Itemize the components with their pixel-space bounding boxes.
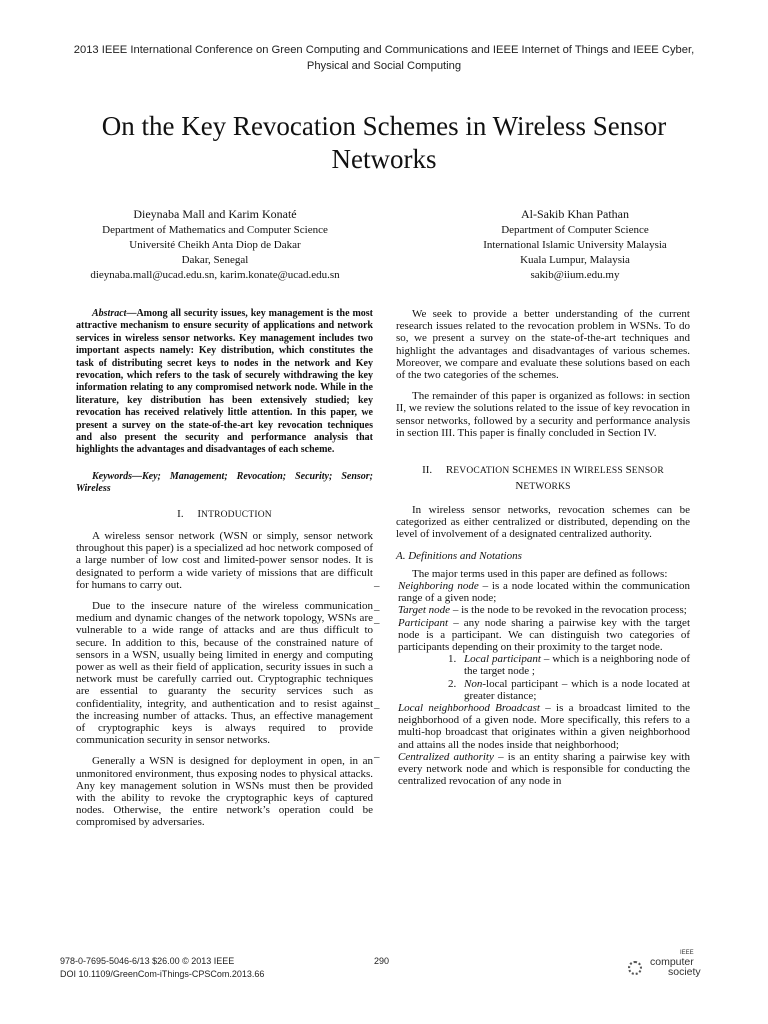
definitions-list [374, 580, 690, 653]
author-city-right: Kuala Lumpur, Malaysia [520, 254, 630, 266]
sublist-item [396, 678, 690, 702]
definition-item [374, 580, 690, 604]
author-block-right [440, 206, 710, 283]
sublist-text: – which is a neighboring node of the target node ; [464, 653, 690, 678]
intro-paragraph-1: A wireless sensor network (WSN or simply, sensor network throughout this paper) is a specialized ad hoc network composed of a large number of low cost and limited-power sensor nodes. It is designated to perform a wide variety of missions that are difficult for humans to carry out. [76, 529, 373, 591]
participant-sublist [396, 653, 690, 702]
definition-term: Participant [398, 616, 449, 629]
author-names-left: Dieynaba Mall and Karim Konaté [133, 207, 297, 221]
author-univ-right: International Islamic University Malaysia [483, 239, 667, 251]
author-dept-left: Department of Mathematics and Computer Science [102, 224, 328, 236]
sublist-number: 1. [448, 653, 457, 666]
definition-term: Centralized authority [398, 750, 494, 763]
section-1-rest: NTRODUCTION [201, 509, 272, 520]
conference-header [40, 42, 728, 74]
intro-paragraph-2: Due to the insecure nature of the wireless communication medium and dynamic changes of the network topology, WSNs are vulnerable to a wide range of attacks and are thus difficult to secure. In addition to this, because of the constrained nature of sensors in a WSN, usually being limited in energy and computing power as well as their field of application, security issues in such a network must be carefully carried out. Cryptographic techniques are essential to guaranty the security services such as confidentiality, integrity, and authentication and to resist against the increasing number of attacks. Thus, an effective management of cryptographic keys is always required to provide communication security in sensor networks. [76, 599, 373, 747]
footer-doi: DOI 10.1109/GreenCom-iThings-CPSCom.2013.66 [60, 969, 265, 979]
logo-text [650, 950, 701, 977]
computer-society-logo [628, 950, 708, 982]
ieee-gear-icon [628, 961, 642, 975]
definition-item [374, 751, 690, 788]
author-names-right: Al-Sakib Khan Pathan [521, 207, 629, 221]
definition-text: – any node sharing a pairwise key with the target node is a participant. We can distinguish two categories of participants depending on their proximity to the target node. [398, 616, 690, 654]
dash-bullet: – [374, 702, 380, 715]
definition-text: – is the node to be revoked in the revocation process; [450, 604, 687, 617]
section-2-rest-3: IRELESS [583, 466, 623, 477]
section-2-rest-1: EVOCATION [453, 466, 510, 477]
definitions-list-continued [374, 702, 690, 787]
right-intro-paragraph-2: The remainder of this paper is organized as follows: in section II, we review the solutions related to the issue of key revocation in sensor networks, followed by a security and performance analysis in section III. This paper is finally concluded in Section IV. [396, 390, 690, 439]
title-line-2: Networks [331, 144, 437, 174]
title-line-1: On the Key Revocation Schemes in Wireless Sensor [101, 111, 667, 141]
section-2-cap-1: R [445, 464, 454, 477]
abstract [76, 308, 373, 457]
author-email-right: sakib@iium.edu.my [530, 269, 620, 281]
logo-ieee: IEEE [680, 950, 694, 956]
section-1-heading [76, 508, 373, 521]
conference-line-1: 2013 IEEE International Conference on Green Computing and Communications and IEEE Internet of Things and IEEE Cyber, [73, 44, 695, 56]
author-city-left: Dakar, Senegal [181, 254, 249, 266]
definition-item [374, 617, 690, 654]
abstract-text: —Among all security issues, key management is the most attractive mechanism to ensure security of applications and network services in wireless sensor networks. Key management includes two important aspects namely: Key distribution, which constitutes the task of distributing secret keys to nodes in the network and Key revocation, which refers to the task of securely withdrawing the key information relating to any compromised network node. While in the literature, key distribution has been extensively studied; key revocation has received relatively little attention. In this paper, we present a survey on the state-of-the-art key revocation techniques and also present the security and performance analysis that highlights the advantages and disadvantages of each scheme. [76, 308, 373, 456]
section-1-cap: I [197, 507, 202, 520]
subsection-a-heading: A. Definitions and Notations [396, 549, 522, 562]
author-email-left: dieynaba.mall@ucad.edu.sn, karim.konate@ucad.edu.sn [90, 269, 340, 281]
definition-term: Local neighborhood Broadcast [398, 702, 540, 715]
sublist-number: 2. [448, 677, 457, 690]
keywords-label: Keywords [92, 470, 132, 482]
intro-paragraph-3: Generally a WSN is designed for deployment in open, in an unmonitored environment, thus exposing nodes to physical attacks. Any key management solution in WSNs must then be provided with the ability to revoke the cryptographic keys of captured nodes. Otherwise, the entire network’s operation could be compromised by adversaries. [76, 755, 373, 829]
section-2-cap-5: N [515, 480, 524, 493]
author-block-left [60, 206, 370, 283]
logo-line-2: society [668, 966, 701, 978]
section-2-numeral: II. [422, 464, 433, 477]
definition-text: – is a node located within the communication range of a given node; [398, 580, 690, 605]
paper-title [60, 110, 708, 176]
keywords [76, 471, 373, 496]
definition-item [374, 702, 690, 751]
sublist-term: Local participant [464, 653, 541, 666]
section-2-rest-5: ETWORKS [523, 482, 571, 493]
definition-term: Target node [398, 604, 451, 617]
section-2-heading [396, 463, 690, 495]
left-column [76, 308, 373, 838]
section-2-rest-4: ENSOR [631, 466, 664, 477]
right-intro-paragraph-1: We seek to provide a better understanding of the current research issues related to the revocation problem in WSNs. To do so, we present a survey on the state-of-the-art techniques and highlight the advantages and disadvantages of various schemes. Moreover, we compare and evaluate these solutions based on each of the two categories of the schemes. [396, 308, 690, 382]
section-2-cap-4: S [625, 464, 632, 477]
definition-text: – is a broadcast limited to the neighborhood of a given node. More specifically, this refers to a multi-hop broadcast that originates within a given neighborhood and attains all the nodes inside that neighborhood; [398, 702, 690, 751]
sublist-item [396, 653, 690, 677]
section-2-paragraph-2: The major terms used in this paper are defined as follows: [412, 567, 668, 580]
page-number: 290 [374, 956, 390, 966]
dash-bullet: – [374, 616, 380, 629]
sublist-text: -local participant – which is a node located at greater distance; [464, 677, 690, 702]
definition-term: Neighboring node [398, 580, 479, 593]
dash-bullet: – [374, 750, 380, 763]
author-univ-left: Université Cheikh Anta Diop de Dakar [129, 239, 301, 251]
conference-line-2: Physical and Social Computing [306, 60, 462, 72]
section-1-numeral: I. [177, 507, 184, 520]
sublist-term: Non [464, 677, 483, 690]
definition-item [374, 604, 690, 616]
section-2-cap-3: W [573, 464, 584, 477]
author-dept-right: Department of Computer Science [501, 224, 649, 236]
section-2-cap-2: S [512, 464, 519, 477]
abstract-label: Abstract [92, 308, 127, 319]
section-2-paragraph-1: In wireless sensor networks, revocation schemes can be categorized as either centralized or distributed, depending on the level of involvement of a designated centralized authority. [396, 504, 690, 541]
dash-bullet: – [374, 580, 380, 593]
footer-isbn: 978-0-7695-5046-6/13 $26.00 © 2013 IEEE [60, 956, 235, 966]
dash-bullet: – [374, 604, 380, 617]
keywords-text: —Key; Management; Revocation; Security; Sensor; Wireless [76, 470, 373, 495]
right-column [374, 308, 690, 788]
definition-text: – is an entity sharing a pairwise key with every network node and which is responsible for conducting the centralized revocation of any node in [398, 750, 690, 788]
logo-line-1: computer [650, 956, 694, 968]
section-2-rest-2: CHEMES IN [518, 466, 572, 477]
footer-left [60, 955, 264, 981]
